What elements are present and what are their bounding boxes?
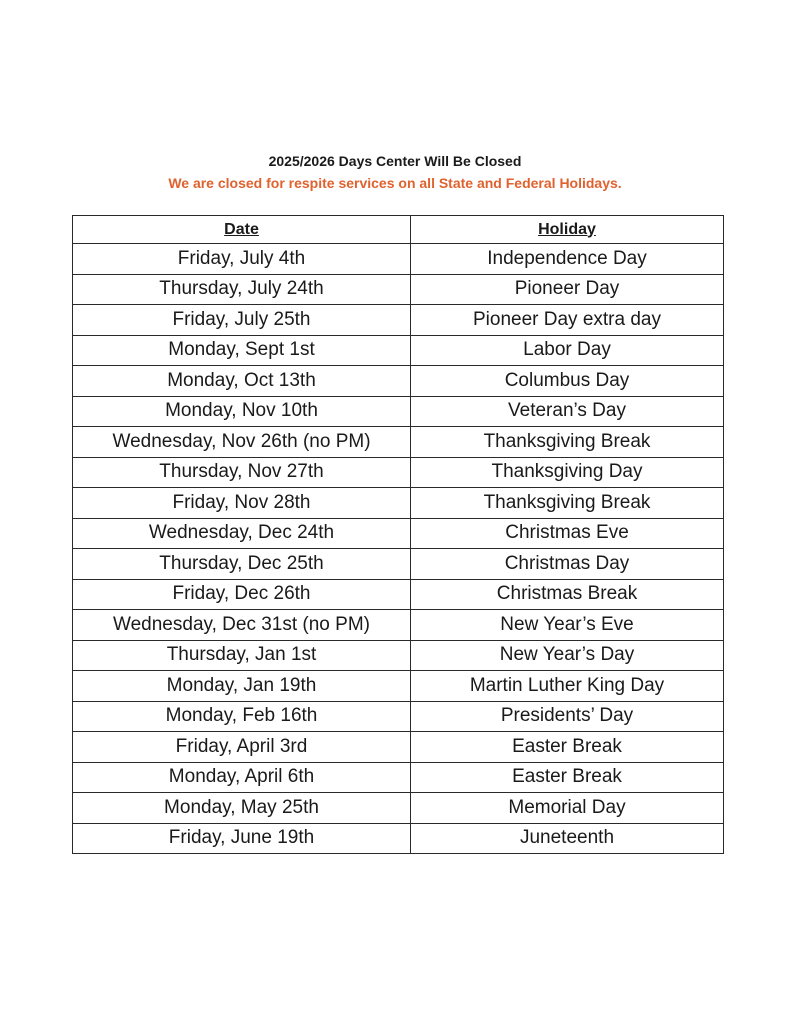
table-row bbox=[73, 610, 724, 641]
table-row bbox=[73, 671, 724, 702]
holiday-column-header: Holiday bbox=[411, 216, 724, 244]
date-cell: Monday, Feb 16th bbox=[73, 701, 411, 732]
holiday-cell: Columbus Day bbox=[411, 366, 724, 397]
holiday-cell: Labor Day bbox=[411, 335, 724, 366]
holiday-cell: Martin Luther King Day bbox=[411, 671, 724, 702]
date-cell: Friday, July 4th bbox=[73, 244, 411, 275]
date-cell: Monday, April 6th bbox=[73, 762, 411, 793]
holiday-cell: Easter Break bbox=[411, 762, 724, 793]
date-cell: Friday, Dec 26th bbox=[73, 579, 411, 610]
table-row bbox=[73, 823, 724, 854]
holiday-table bbox=[72, 215, 724, 854]
table-row bbox=[73, 793, 724, 824]
table-row bbox=[73, 549, 724, 580]
holiday-cell: Memorial Day bbox=[411, 793, 724, 824]
holiday-cell: Easter Break bbox=[411, 732, 724, 763]
date-cell: Friday, July 25th bbox=[73, 305, 411, 336]
table-row bbox=[73, 518, 724, 549]
holiday-cell: Veteran’s Day bbox=[411, 396, 724, 427]
date-cell: Wednesday, Nov 26th (no PM) bbox=[73, 427, 411, 458]
holiday-cell: Presidents’ Day bbox=[411, 701, 724, 732]
table-row bbox=[73, 640, 724, 671]
holiday-cell: Christmas Eve bbox=[411, 518, 724, 549]
date-cell: Thursday, Dec 25th bbox=[73, 549, 411, 580]
date-cell: Monday, May 25th bbox=[73, 793, 411, 824]
date-column-header: Date bbox=[73, 216, 411, 244]
date-cell: Monday, Jan 19th bbox=[73, 671, 411, 702]
date-cell: Wednesday, Dec 24th bbox=[73, 518, 411, 549]
holiday-cell: New Year’s Day bbox=[411, 640, 724, 671]
date-cell: Thursday, Jan 1st bbox=[73, 640, 411, 671]
document-title: 2025/2026 Days Center Will Be Closed bbox=[268, 153, 522, 169]
holiday-cell: Pioneer Day bbox=[411, 274, 724, 305]
holiday-cell: Christmas Day bbox=[411, 549, 724, 580]
table-row bbox=[73, 488, 724, 519]
table-row bbox=[73, 701, 724, 732]
table-row bbox=[73, 366, 724, 397]
table-row bbox=[73, 305, 724, 336]
date-cell: Monday, Nov 10th bbox=[73, 396, 411, 427]
date-cell: Friday, June 19th bbox=[73, 823, 411, 854]
table-row bbox=[73, 244, 724, 275]
date-cell: Monday, Sept 1st bbox=[73, 335, 411, 366]
holiday-cell: Independence Day bbox=[411, 244, 724, 275]
table-row bbox=[73, 457, 724, 488]
table-row bbox=[73, 579, 724, 610]
table-row bbox=[73, 732, 724, 763]
holiday-cell: Thanksgiving Day bbox=[411, 457, 724, 488]
table-row bbox=[73, 274, 724, 305]
holiday-cell: Juneteenth bbox=[411, 823, 724, 854]
holiday-cell: Christmas Break bbox=[411, 579, 724, 610]
holiday-cell: Thanksgiving Break bbox=[411, 427, 724, 458]
document-subtitle: We are closed for respite services on all State and Federal Holidays. bbox=[168, 175, 622, 191]
date-cell: Thursday, July 24th bbox=[73, 274, 411, 305]
date-cell: Monday, Oct 13th bbox=[73, 366, 411, 397]
holiday-cell: Thanksgiving Break bbox=[411, 488, 724, 519]
date-cell: Friday, Nov 28th bbox=[73, 488, 411, 519]
table-header-row bbox=[73, 216, 724, 244]
date-cell: Wednesday, Dec 31st (no PM) bbox=[73, 610, 411, 641]
date-cell: Friday, April 3rd bbox=[73, 732, 411, 763]
table-row bbox=[73, 396, 724, 427]
date-cell: Thursday, Nov 27th bbox=[73, 457, 411, 488]
table-row bbox=[73, 427, 724, 458]
holiday-cell: Pioneer Day extra day bbox=[411, 305, 724, 336]
holiday-cell: New Year’s Eve bbox=[411, 610, 724, 641]
table-row bbox=[73, 762, 724, 793]
table-row bbox=[73, 335, 724, 366]
